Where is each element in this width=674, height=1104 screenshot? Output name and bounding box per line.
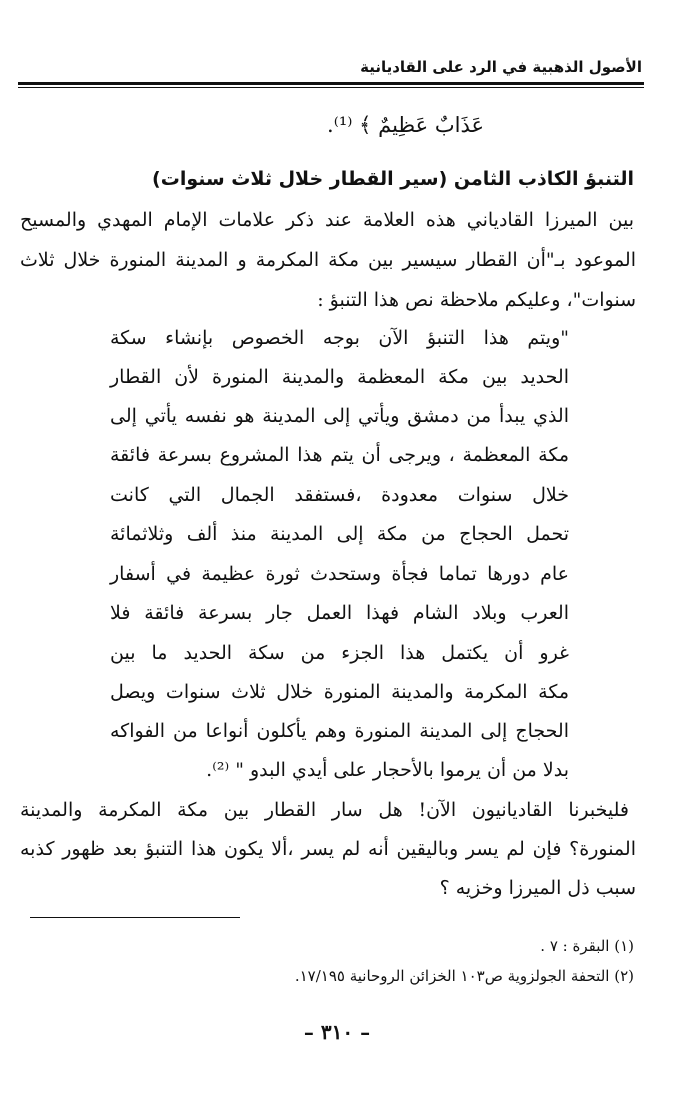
footnote: (١) البقرة : ٧ . xyxy=(540,937,634,955)
header-rule xyxy=(18,82,644,85)
paragraph-line: المنورة؟ فإن لم يسر وباليقين أنه لم يسر ،ألا يكون هذا التنبؤ بعد ظهور كذبه xyxy=(20,838,636,860)
paragraph-line: فليخبرنا القاديانيون الآن! هل سار القطار بين مكة المكرمة والمدينة xyxy=(20,799,629,821)
quote-line: مكة المعظمة ، ويرجى أن يتم هذا المشروع بسرعة فائقة xyxy=(110,444,569,466)
quote-line: خلال سنوات معدودة ،فستفقد الجمال التي كانت xyxy=(110,484,569,506)
quote-line: عام دورها تماما فجأة وستحدث ثورة عظيمة في أسفار xyxy=(110,563,569,585)
footnote-rule xyxy=(30,917,240,918)
quote-line: تحمل الحجاج من مكة إلى المدينة منذ ألف وثلاثمائة xyxy=(110,523,569,545)
quote-line: مكة المكرمة والمدينة المنورة خلال ثلاث سنوات ويصل xyxy=(110,681,569,703)
quote-line: "ويتم هذا التنبؤ الآن بوجه الخصوص بإنشاء سكة xyxy=(110,327,569,349)
header-rule-thin xyxy=(18,87,644,88)
footnote: (٢) التحفة الجولزوية ص١٠٣ الخزائن الروحانية ١٧/١٩٥. xyxy=(294,967,634,985)
paragraph-line: الموعود بـ"أن القطار سيسير بين مكة المكرمة و المدينة المنورة خلال ثلاث xyxy=(20,249,637,271)
paragraph-line: سنوات"، وعليكم ملاحظة نص هذا التنبؤ : xyxy=(317,289,636,311)
quran-verse-fragment: عَذَابٌ عَظِيمٌ ﴾ ⁽¹⁾. xyxy=(327,113,484,137)
paragraph-line: سبب ذل الميرزا وخزيه ؟ xyxy=(439,877,636,899)
paragraph-line: بين الميرزا القادياني هذه العلامة عند ذكر علامات الإمام المهدي والمسيح xyxy=(20,209,634,231)
quote-line: الحجاج إلى المدينة المنورة وهم يأكلون أنواعا من الفواكه xyxy=(110,720,569,742)
running-header: الأصول الذهبية في الرد على القاديانية xyxy=(360,58,642,76)
quote-line: العرب وبلاد الشام فهذا العمل جار بسرعة فائقة فلا xyxy=(110,602,569,624)
quote-line: الذي يبدأ من دمشق ويأتي إلى المدينة هو نفسه يأتي إلى xyxy=(110,405,569,427)
quote-line: غرو أن يكتمل هذا الجزء من سكة الحديد ما بين xyxy=(110,642,569,664)
quote-line: الحديد بين مكة المعظمة والمدينة المنورة لأن القطار xyxy=(110,366,569,388)
section-heading: التنبؤ الكاذب الثامن (سير القطار خلال ثلاث سنوات) xyxy=(152,168,634,190)
page-number: – ٣١٠ – xyxy=(303,1020,371,1044)
quote-line: بدلا من أن يرموا بالأحجار على أيدي البدو " ⁽²⁾. xyxy=(206,759,569,781)
